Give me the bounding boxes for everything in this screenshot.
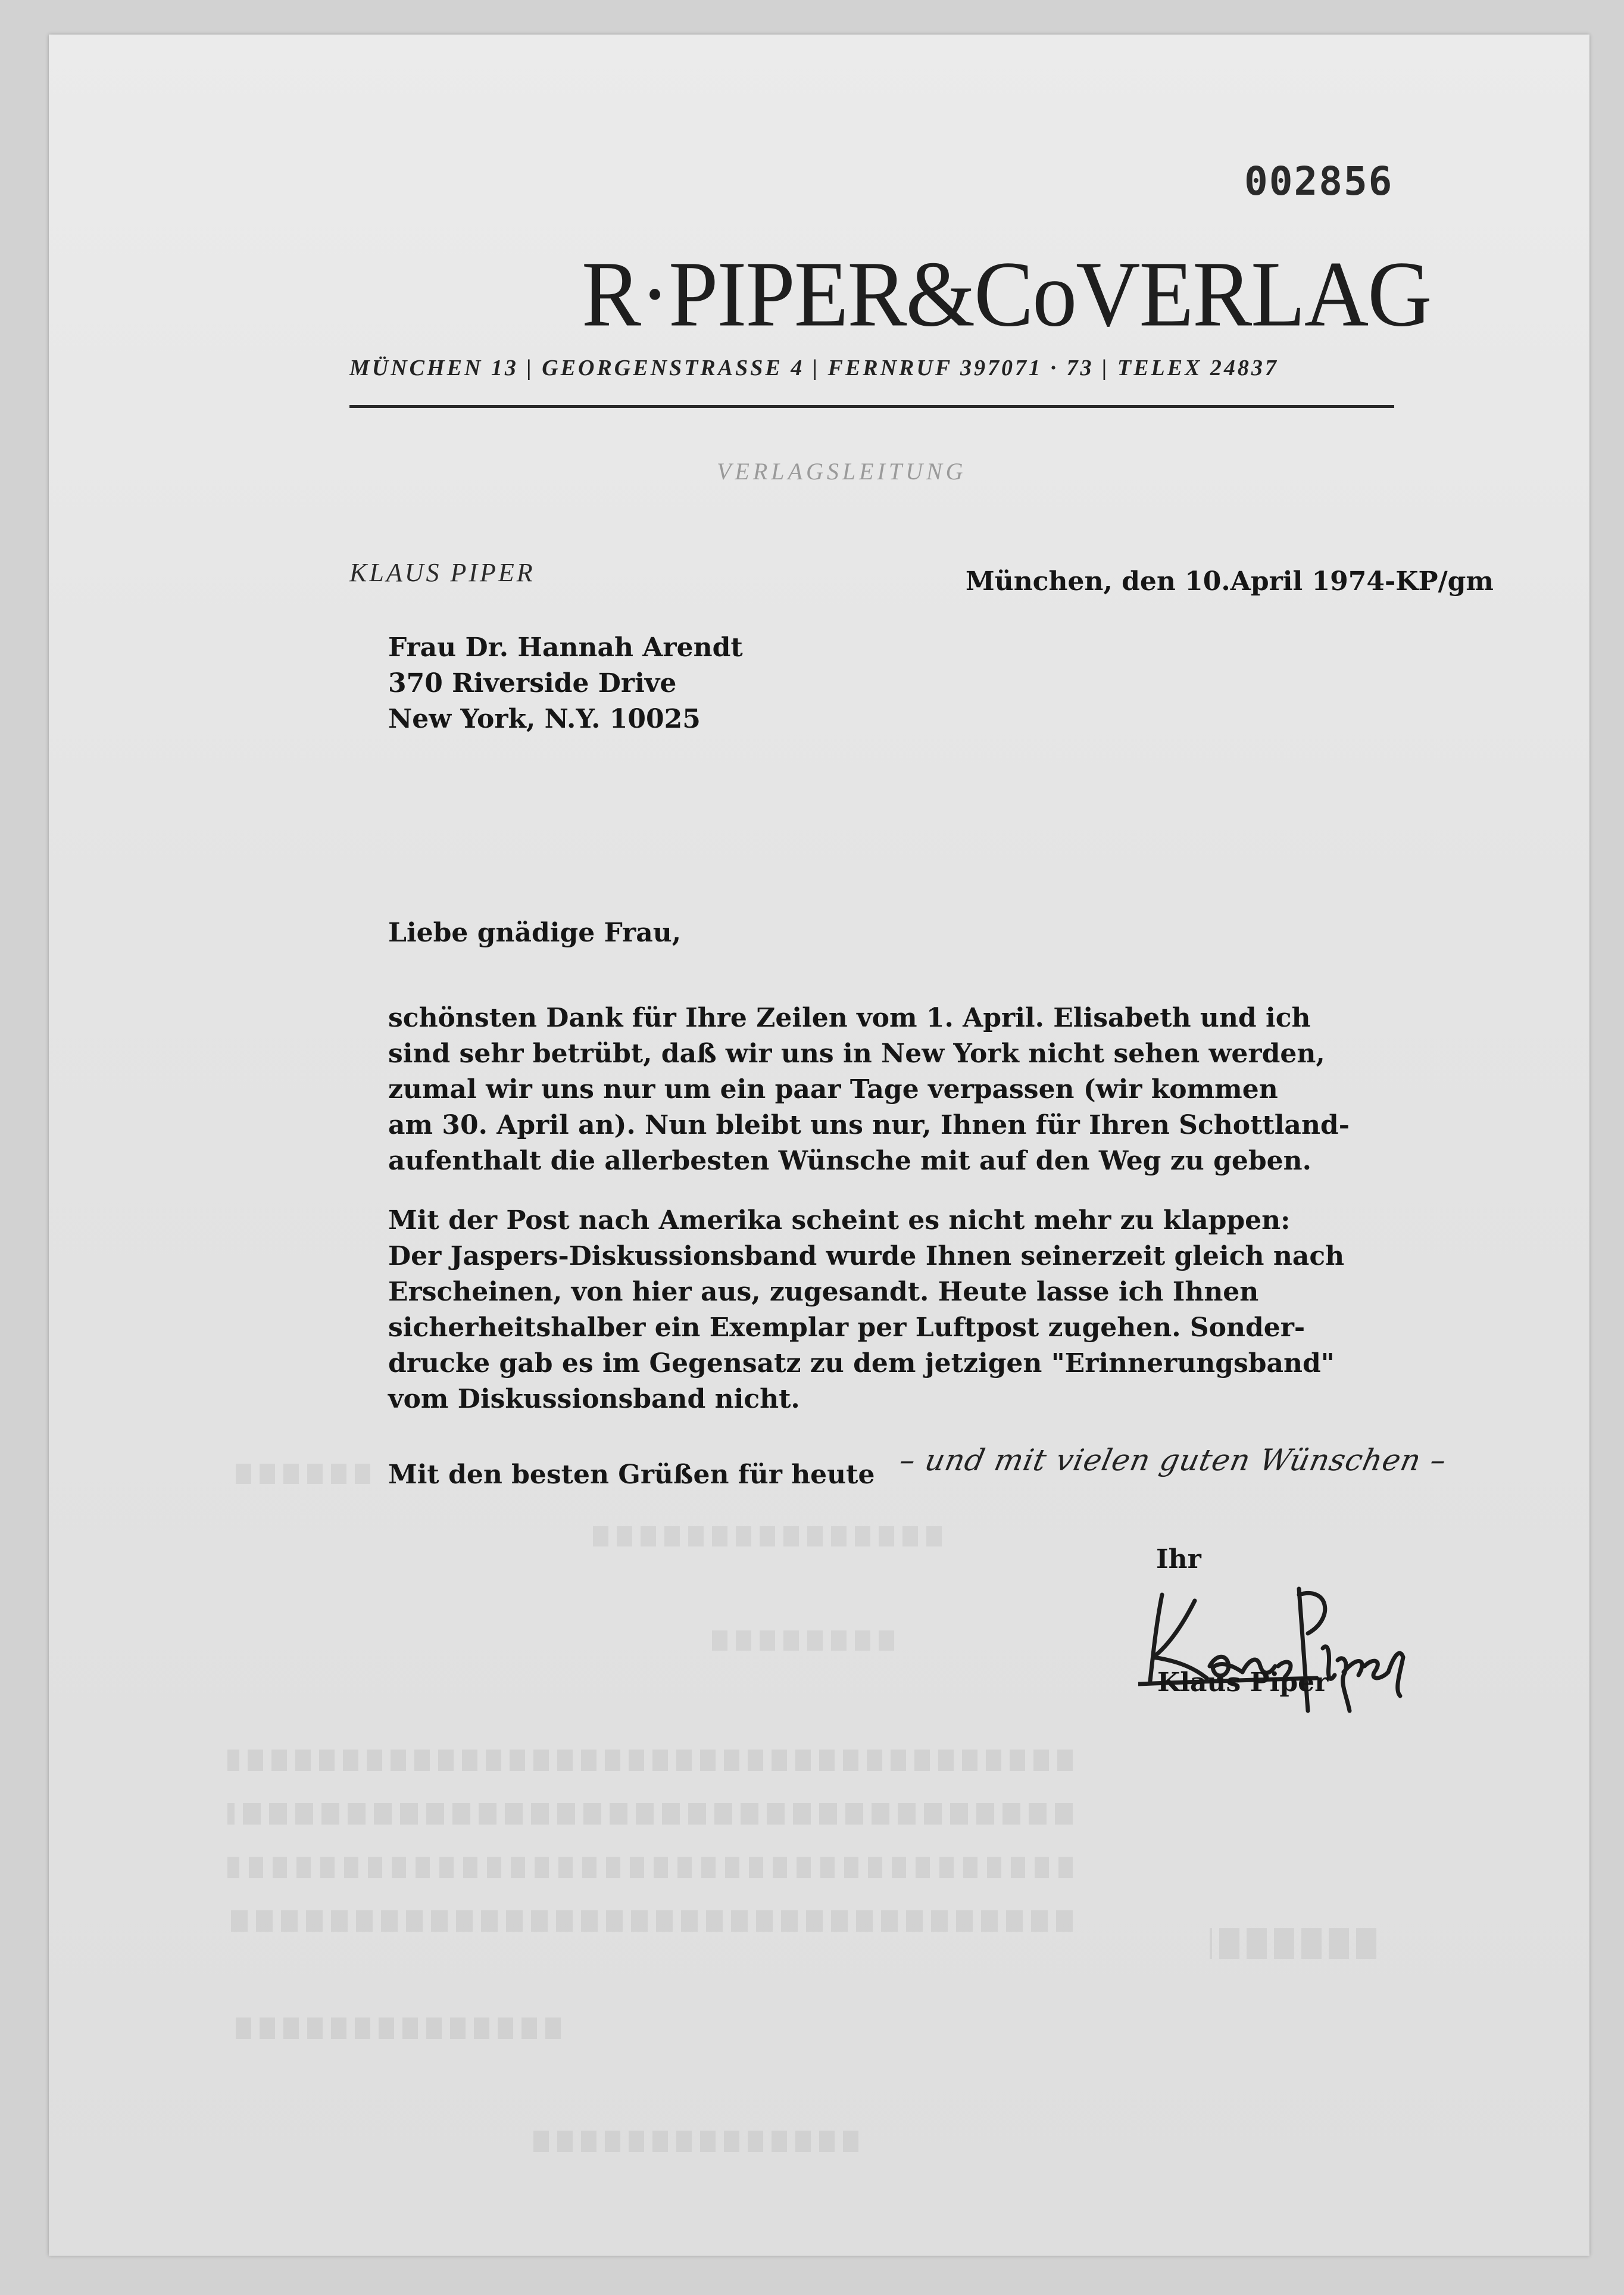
publisher-logo: R·PIPER&CoVERLAG xyxy=(582,242,1431,347)
recipient-address xyxy=(388,630,743,737)
letterhead-address-line: MÜNCHEN 13 | GEORGENSTRASSE 4 | FERNRUF 397071 · 73 | TELEX 24837 xyxy=(349,356,1279,381)
body-line: sicherheitshalber ein Exemplar per Luftpost zugehen. Sonder- xyxy=(388,1312,1306,1343)
valediction: Ihr xyxy=(1156,1544,1201,1574)
letterhead-rule xyxy=(349,405,1394,408)
archive-number-stamp: 002856 xyxy=(1244,158,1394,204)
department-label: VERLAGSLEITUNG xyxy=(717,458,967,485)
body-line: zumal wir uns nur um ein paar Tage verpassen (wir kommen xyxy=(388,1074,1278,1105)
recipient-line: Frau Dr. Hannah Arendt xyxy=(388,632,743,663)
body-line: Der Jaspers-Diskussionsband wurde Ihnen seinerzeit gleich nach xyxy=(388,1241,1345,1271)
body-line: sind sehr betrübt, daß wir uns in New York nicht sehen werden, xyxy=(388,1039,1325,1069)
salutation: Liebe gnädige Frau, xyxy=(388,918,682,948)
body-line: drucke gab es im Gegensatz zu dem jetzigen "Erinnerungsband" xyxy=(388,1348,1335,1379)
sender-name: KLAUS PIPER xyxy=(349,558,535,587)
closing-line: Mit den besten Grüßen für heute xyxy=(388,1460,875,1490)
handwritten-addition: – und mit vielen guten Wünschen – xyxy=(896,1443,1450,1477)
body-line: am 30. April an). Nun bleibt uns nur, Ihnen für Ihren Schottland- xyxy=(388,1110,1350,1140)
body-line: schönsten Dank für Ihre Zeilen vom 1. April. Elisabeth und ich xyxy=(388,1003,1311,1033)
body-line: aufenthalt die allerbesten Wünsche mit auf den Weg zu geben. xyxy=(388,1146,1311,1176)
recipient-line: 370 Riverside Drive xyxy=(388,668,677,699)
body-paragraph-2 xyxy=(388,1203,1344,1417)
date-line: München, den 10.April 1974-KP/gm xyxy=(966,566,1494,597)
body-paragraph-1 xyxy=(388,1000,1350,1179)
typed-signature-name: Klaus Piper xyxy=(1157,1667,1329,1698)
body-line: Mit der Post nach Amerika scheint es nicht mehr zu klappen: xyxy=(388,1205,1291,1236)
body-line: Erscheinen, von hier aus, zugesandt. Heute lasse ich Ihnen xyxy=(388,1277,1259,1307)
body-line: vom Diskussionsband nicht. xyxy=(388,1384,800,1414)
recipient-line: New York, N.Y. 10025 xyxy=(388,704,701,734)
letter-sheet xyxy=(49,35,1589,2256)
